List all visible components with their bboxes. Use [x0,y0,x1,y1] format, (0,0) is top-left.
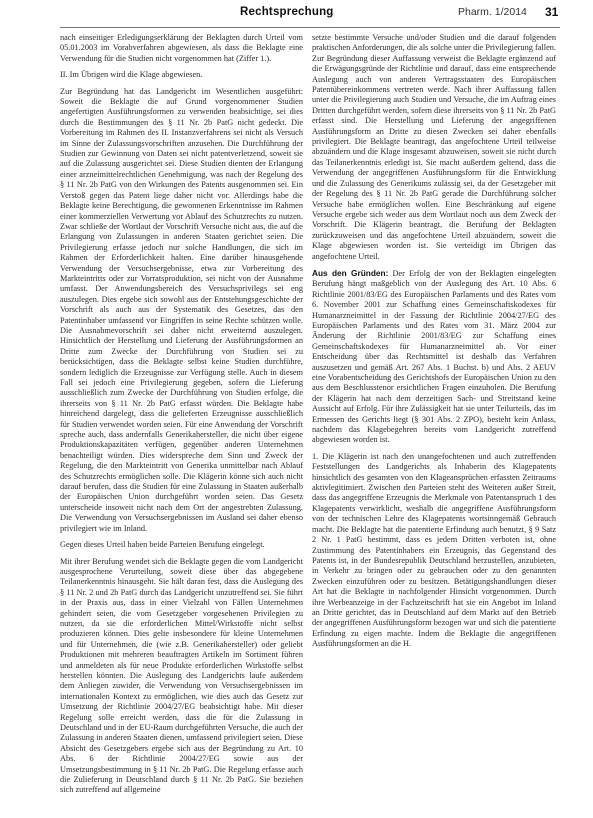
header-rule [60,27,560,28]
paragraph: Gegen dieses Urteil haben beide Parteien Berufung eingelegt. [60,540,265,550]
journal-issue: Pharm. 1/2014 [458,6,527,18]
left-column [60,33,303,812]
page-number: 31 [545,5,559,19]
section-label: Rechtsprechung [240,6,334,18]
paragraph: II. Im Übrigen wird die Klage abgewiesen. [60,70,203,80]
paragraph: 1. Die Klägerin ist nach den unangefochtenen und auch zutreffenden Feststellungen des Landgerichts als Inhaberin des Klagepatents hinsichtlich des gesamten von den Klageansprüchen erfassten Zeitraums aktivlegitimiert. Zwischen den Parteien steht des Weiteren außer Streit, dass das angegriffene Erzeugnis die Merkmale von Patentanspruch 1 des Klagepatents verwirklicht, weshalb die angegriffene Ausführungsform von der technischen Lehre des Klagepatents wortsinngemäß Gebrauch macht. Die Beklagte hat die patentierte Erfindung auch benutzt, § 9 Satz 2 Nr. 1 PatG bestimmt, dass es jedem Dritten verboten ist, ohne Zustimmung des Patentinhabers ein Erzeugnis, das Gegenstand des Patents ist, in der Bundesrepublik Deutschland herzustellen, anzubieten, in Verkehr zu bringen oder zu gebrauchen oder zu den genannten Zwecken einzuführen oder zu besitzen. Betätigungshandlungen dieser Art hat die Beklagte in nachfolgender Hinsicht vorgenommen. Durch ihre Werbeanzeige in der Fachzeitschrift hat sie ein Angebot im Inland an Dritte gerichtet, das in Deutschland auf dem Markt auf den Betrieb der angegriffenen Ausführungsform bezogen war und sich die patentierte Erfindung zu eigen machte. Indem die Beklagte die angegriffenen Ausführungsformen an die H. [312,451,556,649]
paragraph-reasons [312,268,556,446]
page-header [0,0,593,28]
paragraph: Mit ihrer Berufung wendet sich die Beklagte gegen die vom Landgericht ausgesprochene Verurteilung, soweit diese über das abgegebene Teilanerkenntnis hinausgeht. Sie hält daran fest, dass die Auslegung des § 11 Nr. 2 und 2b PatG durch das Landgericht unzutreffend sei. Sie führt in der Praxis aus, dass in einer Vielzahl von Fällen Unternehmen gehindert seien, die vom Gesetzgeber vorgesehenen Privilegien zu nutzen, da sie die erforderlichen Mittel/Wirkstoffe nicht selbst produzieren können. Dies gelte insbesondere für kleine Unternehmen und für Unternehmen, die (wie z.B. Generikahersteller) oder geliebt Produktionen mit mehreren beauftragten Artikeln im Sortiment führen und anmeldeten als für neue Produkte erforderlichen Wirkstoffe selbst herstellen könnten. Die Auslegung des Landgerichts laufe außerdem dem Anliegen zuwider, die Verwendung von Versuchsergebnissen im internationalen Kontext zu ermöglichen, wie dies auch das Gesetz zur Umsetzung der Richtlinie 2004/27/EG beabsichtigt habe. Mit dieser Regelung solle erreicht werden, dass die für die Zulassung in Deutschland und in der EU-Raum durchgeführten Versuche, die auch der Zulassung in anderen Staaten dienen, umfassend privilegiert seien. Diese Absicht des Gesetzgebers ergebe sich aus der Begründung zu Art. 10 Abs. 6 der Richtlinie 2004/27/EG sowie aus der Umsetzungsbestimmung in § 11 Nr. 2b PatG. Die Regelung erfasse auch die Zulieferung in Deutschland durch § 11 Nr. 2b PatG. Sie beziehen sich zutreffend auf allgemeine [60,556,303,795]
reasons-text: Der Erfolg der von der Beklagten eingelegten Berufung hängt maßgeblich von der Auslegung des Art. 10 Abs. 6 Richtlinie 2001/83/EG des Europäischen Parlaments und des Rates vom 6. November 2001 zur Schaffung eines Gemeinschaftskodexes für Humanarzneimittel in der Fassung der Richtlinie 2004/27/EG des Europäischen Parlaments und des Rates vom 31. März 2004 zur Änderung der Richtlinie 2001/83/EG zur Schaffung eines Gemeinschaftskodexes für Humanarzneimittel ab. Vor einer Entscheidung über das Rechtsmittel ist deshalb das Verfahren auszusetzen und gemäß Art. 267 Abs. 1 Buchst. b) und Abs. 2 AEUV eine Vorabentscheidung des Gerichtshofs der Europäischen Union zu den aus dem Beschlusstenor ersichtlichen Fragen einzuholen. Die Berufung der Klägerin hat nach dem derzeitigen Sach- und Streitstand keine Aussicht auf Erfolg. Für ihre Zulässigkeit hat sie unter Teilurteils, das im Ermessen des Gerichts liegt (§ 301 Abs. 2 ZPO), besteht kein Anlass, nachdem das Klagebegehren bereits vom Landgericht zutreffend abgewiesen worden ist. [312,268,556,445]
right-column [312,33,556,812]
paragraph: nach einseitiger Erledigungserklärung der Beklagten durch Urteil vom 05.01.2003 im Vorabverfahren abgewiesen, als dass die Beklagte eine Verwendung für die Studien nicht vorgenommen hat (Ziffer 1.). [60,33,303,63]
reasons-heading: Aus den Gründen: [312,267,389,278]
paragraph: Zur Begründung hat das Landgericht im Wesentlichen ausgeführt: Soweit die Beklagte die auf Grund vorgenommener Studien angefertigten Ausführungsformen zu verwenden beabsichtige, sei dies durch die Bestimmungen des § 11 Nr. 2b PatG nicht gedeckt. Die Vorbereitung im Rahmen des II. Instanzverfahrens sei nicht als Versuch im Sinne der Zulassungsvorschriften anzusehen. Die Durchführung der Studien zur Gewinnung von Daten sei nicht patentverletzend, soweit sie auf die Zulassung ausgerichtet sei. Diese Studien dienten der Erlangung einer arzneimittelrechtlichen Genehmigung, was nach der Regelung des § 11 Nr. 2b PatG von den Wirkungen des Patents ausgenommen sei. Ein Verstoß gegen das Patent liege daher nicht vor. Allerdings habe die Beklagte keine Berechtigung, die gewonnenen Erkenntnisse im Rahmen einer kommerziellen Verwertung vor Ablauf des Schutzrechts zu nutzen. Zwar schließe der Wortlaut der Vorschrift Versuche nicht aus, die auf die Erlangung von Zulassungen in anderen Staaten gerichtet seien. Die Privilegierung erfasse jedoch nur solche Handlungen, die sich im Rahmen der Erforderlichkeit halten. Eine darüber hinausgehende Verwendung der Versuchsergebnisse, etwa zur Vorbereitung des Markteintritts oder zur Vorratsproduktion, sei nicht von der Ausnahme umfasst. Der Anwendungsbereich des Versuchsprivilegs sei eng auszulegen. Dies ergebe sich sowohl aus der Entstehungsgeschichte der Vorschrift als auch aus der Systematik des Gesetzes, das den Patentinhaber umfassend vor Eingriffen in seine Rechte schützen wolle. Die Ausnahmevorschrift sei daher nicht erweiternd auszulegen. Hinsichtlich der Herstellung und Lieferung der Ausführungsformen an Dritte zum Zwecke der Durchführung von Studien sei zu berücksichtigen, dass die Beklagte selbst keine Studien durchführe, sondern lediglich die Erzeugnisse zur Verfügung stelle. Auch in diesem Fall sei jedoch eine Privilegierung gegeben, sofern die Lieferung ausschließlich zum Zwecke der Durchführung von Studien erfolge, die ihrerseits von § 11 Nr. 2b PatG erfasst würden. Die Beklagte habe hinreichend dargelegt, dass die gelieferten Erzeugnisse ausschließlich für Studien verwendet worden seien. Für eine Anwendung der Vorschrift spreche auch, dass andernfalls Generikahersteller, die nicht über eigene Produktionskapazitäten verfügen, gegenüber anderen Unternehmen benachteiligt würden. Dies widerspreche dem Sinn und Zweck der Regelung, die den Markteintritt von Generika unmittelbar nach Ablauf des Schutzrechts ermöglichen solle. Die Klägerin könne sich auch nicht darauf berufen, dass die Studien für eine Zulassung in Staaten außerhalb der Europäischen Union durchgeführt worden seien. Das Gesetz unterscheide insoweit nicht nach dem Ort der angestrebten Zulassung. Die Verwendung von Versuchsergebnissen im Ausland sei daher ebenso privilegiert wie im Inland. [60,86,303,533]
paragraph: setzte bestimmte Versuche und/oder Studien und die darauf folgenden praktischen Anforderungen, die als solche unter die Privilegierung fallen. Zur Begründung dieser Auffassung verweist die Beklagte ergänzend auf die Erwägungsgründe der Richtlinie und darauf, dass eine entsprechende Auslegung auch von anderen Vertragsstaaten des Europäischen Patentübereinkommens vertreten werde. Nach ihrer Auffassung fallen unter die Privilegierung auch Studien und Versuche, die im Auftrag eines Dritten durchgeführt werden, sofern diese ihrerseits von § 11 Nr. 2b PatG erfasst sind. Die Herstellung und Lieferung der angegriffenen Ausführungsform an Dritte zu diesen Zwecken sei daher ebenfalls privilegiert. Die Beklagte beantragt, das angefochtene Urteil teilweise abzuändern und die Klage insgesamt abzuweisen, soweit sie nicht durch das Teilanerkenntnis erledigt ist. Sie macht außerdem geltend, dass die Verwendung der angegriffenen Ausführungsform für die Entwicklung und die Zulassung des Generikums zulässig sei, da der Gesetzgeber mit der Regelung des § 11 Nr. 2b PatG gerade die Durchführung solcher Versuche habe ermöglichen wollen. Eine Beschränkung auf eigene Versuche ergebe sich weder aus dem Wortlaut noch aus dem Zweck der Vorschrift. Die Klägerin beantragt, die Berufung der Beklagten zurückzuweisen und das angefochtene Urteil abzuändern, soweit die Klage abgewiesen worden ist. Sie verteidigt im Übrigen das angefochtene Urteil. [312,33,556,261]
